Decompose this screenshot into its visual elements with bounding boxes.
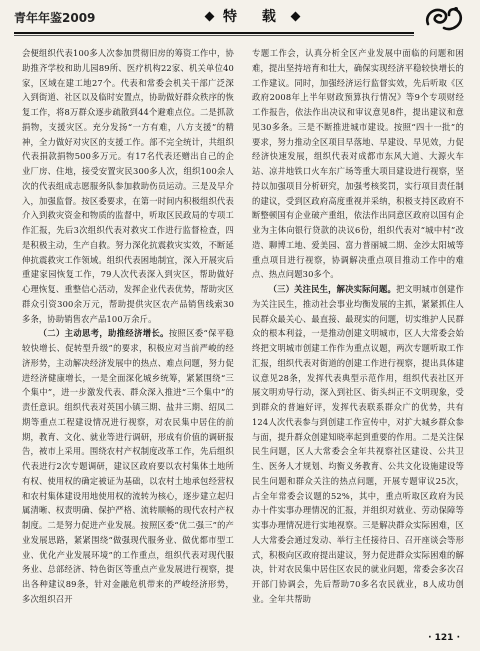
page-header	[0, 0, 480, 40]
paragraph: 会便组织代表100多人次参加贯彻旧房的筹资工作中，协助推齐学校和助儿园89所、医疗机构22家、机关单位40家，区域在建工地27个。代表和常委会机关干部广泛深入到街道、社区以及临时安置点，协助做好群众秩序的恢复工作，将8万群众逐步疏散到44个避难点位。二是抓款捐物，支援灾区。充分发扬“一方有难，八方支援”的精神，全力做好对灾区的支援工作。部不完全统计，共组织代表捐款捐物500多万元。有17名代表还赠出自己的企业厂房、住地，接受安置灾民300多人次，组织100余人次的代表组成志愿服务队参加救助伤员运动。三是及早介入，加强监督。按区委要求，在第一时间内积极组织代表介入到救灾资金和物质的监督中，听取区民政局的专项工作汇报，先后3次组织代表对救灾工作进行监督检查，四是积极主动，生产自救。努力深化抗震救灾实效，不断延伸抗震救灾工作领域。组织代表困地制宜，深入开展灾后重建家园恢复工作，79人次代表深入到灾区，帮助做好心理恢复、重整信心活动，发挥企业代表优势，帮助灾区群众引资300余万元，帮助提供灾区农产品销售线索30多条，协助销售农产品100万余斤。	[22, 48, 234, 324]
diamond-right-icon	[290, 11, 300, 21]
yearbook-title: 青年年鉴2009	[14, 11, 96, 25]
header-rule	[14, 32, 414, 34]
section-label: 特 载	[223, 9, 286, 25]
header-rule-thin	[14, 35, 414, 36]
section-title	[200, 6, 309, 26]
paragraph-text: 按照区委“保平稳较快增长、促转型升级”的要求，积极应对当前严峻的经济形势，主动解决经济发展中的热点、难点问题，努力促进经济健康增长，一是全面深化城乡统筹，紧紧围绕“三个集中”，进一步激发代表、群众深入推进“三个集中”的责任意识。组织代表对英国小镇三期、盐井三期、绍凤二期等重点工程建设情况进行视察，对农民集中居住的前期，教育、文化、就业等进行调研，形成有价值的调研报告，被市上采用。围绕农村产权制度改革工作，先后组织代表进行2次专题调研，建议区政府要以农村集体土地所有权、使用权的确定被证为基础，以农村土地承包经营权和农村集体建设用地使用权的流转为核心，逐步建立起归属清晰、权责明确、保护严格、流转顺畅的现代农村产权制度。二是努力促进产业发展。按照区委“优二强三”的产业发展思路，紧紧围绕“做强现代服务业、做优都市型工业、优化产业发展环境”的工作重点，组织代表对现代服务业、总部经济、特色街区等重点产业发展进行视察，提出各种建议89条，针对金融危机带来的严峻经济形势，多次组织召开	[22, 328, 234, 604]
subheading: （三）关注民生，解决实际问题。	[268, 284, 397, 294]
paragraph	[252, 282, 464, 607]
paragraph: 专题工作会，认真分析全区产业发展中面临的问题和困难，提出坚持培育和壮大，确保实现经济平稳较快增长的工作建议。同时，加强经济运行监督实效，先后听取《区政府2008年上半年财政预算执行情况》等9个专项财经工作报告，依法作出决议和审议意见8件，提出建议和意见30多条。三是不断推进城市建设。按照“四十一批”的要求，努力推动全区项目早落地、早建设、早见效，力促经济快速发展，组织代表对成都市东风大道、大源火车站、凉井地铁口火车东广场等重大项目建设进行视察，坚持以加强项目分析研究，加强考核奖罚，实行项目责任制的建议，受到区政府高度重视并采纳，积极支持区政府不断整顿国有企业破产重组，依法作出同意区政府以国有企业为主体向银行贷款的决议6份，组织代表对“城中村”改造、聊博工地、爱美园、富力普丽城二期、金沙太阳城等重点项目进行视察，协调解决重点项目推动工作中的难点、热点问题30多个。	[252, 48, 464, 280]
paragraph	[22, 326, 234, 606]
left-column	[22, 46, 234, 607]
subheading: （二）主动思考，助推经济增长。	[38, 328, 169, 339]
page-number: · 121 ·	[428, 633, 460, 643]
diamond-left-icon	[205, 11, 215, 21]
right-column	[252, 46, 464, 607]
swirl-logo-icon	[422, 2, 466, 34]
paragraph-text: 把文明城市创建作为关注民生，推动社会事业均衡发展的主抓，紧紧抓住人民群众最关心、最直接、最现实的问题，切实维护人民群众的根本利益，一是推动创建文明城市，区人大常委会始终把文明城市创建工作作为重点议题，两次专题听取工作汇报，组织代表对街道的创建工作进行视察，提出具体建议意见28条，发挥代表典型示范作用，组织代表社区开展文明劝导行动，深入到社区、街头纠正不文明现象，受到群众的普遍好评，发挥代表联系群众广的优势，共有124人次代表参与到创建工作宣传中，对扩大城乡群众参与面，提升群众创建知晓率起到重要的作用。二是关注保民生问题，区人大常委会全年共视察社区建设、公共卫生、医务人才规划、均衡义务教育、公共文化设施建设等民生问题和群众关注的热点问题，开展专题审议25次，占全年常委会议题的52%，其中，重点听取区政府为民办十件实事办理情况的汇报，并组织对就业、劳动保障等实事办理情况进行实地视察。三是解决群众实际困难，区人大常委会通过发动、举行主任接待日、召开座谈会等形式，积极向区政府提出建议，努力促进群众实际困难的解决，针对农民集中居住区农民的就业问题，常委会多次召开部门协调会，先后帮助70多名农民就业，8人成功创业。全年共帮助	[252, 284, 464, 604]
